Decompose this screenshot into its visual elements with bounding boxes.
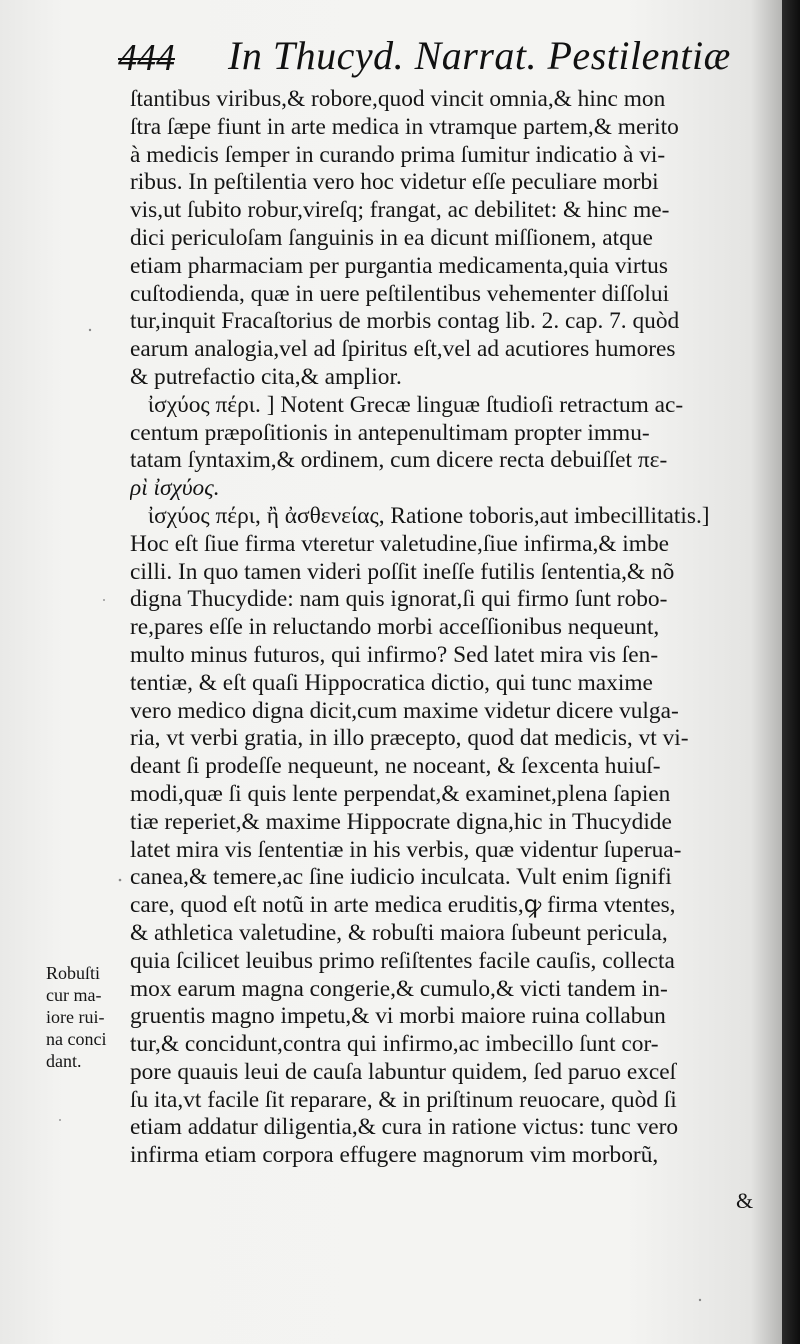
text-line: canea,& temere,ac ſine iudicio inculcata. Vult enim ſignifi [130, 864, 672, 891]
text-line: etiam pharmaciam per purgantia medicamenta,quia virtus [130, 252, 668, 279]
text-line: centum præpoſitionis in antepenultimam propter immu- [130, 419, 650, 446]
text-line: tur,inquit Fracaſtorius de morbis contag lib. 2. cap. 7. quòd [130, 308, 680, 335]
text-line: latet mira vis ſententiæ in his verbis, quæ videntur ſuperua- [130, 836, 682, 863]
text-line: pore quauis leui de cauſa labuntur quidem, ſed paruo exceſ [130, 1058, 677, 1085]
text-line: mox earum magna congerie,& cumulo,& victi tandem in- [130, 975, 668, 1002]
text-line: ἰσχύος πέρι, ἢ ἀσθενείας, Ratione toboris,aut imbecillitatis.] [147, 502, 710, 529]
text-line: deant ſi prodeſſe nequeunt, ne noceant, & ſexcenta huiuſ- [130, 753, 661, 780]
text-line: tur,& concidunt,contra qui infirmo,ac imbecillo ſunt cor- [130, 1031, 659, 1058]
margin-note-line: iore rui- [46, 1007, 105, 1027]
text-line: Hoc eſt ſiue firma vteretur valetudine,ſiue infirma,& imbe [130, 530, 670, 557]
margin-note-line: Robuſti [46, 963, 101, 983]
text-line: dici periculoſam ſanguinis in ea dicunt miſſionem, atque [130, 224, 653, 251]
page-edge-shadow [782, 0, 800, 1344]
text-line: & putrefactio cita,& amplior. [130, 363, 402, 390]
page-number: 444 [118, 37, 175, 79]
text-line: infirma etiam corpora effugere magnorum vim morborũ, [130, 1142, 659, 1169]
text-line: vis,ut ſubito robur,vireſq; frangat, ac debilitet: & hinc me- [130, 197, 670, 224]
text-line: gruentis magno impetu,& vi morbi maiore ruina collabun [130, 1003, 666, 1030]
text-line: re,pares eſſe in reluctando morbi acceſſionibus nequeunt, [130, 614, 660, 641]
text-line: ſtra ſæpe fiunt in arte medica in vtramque partem,& merito [130, 113, 679, 140]
text-line: tatam ſyntaxim,& ordinem, cum dicere recta debuiſſet πε- [130, 447, 668, 474]
text-line: à medicis ſemper in curando prima ſumitur indicatio à vi- [130, 141, 666, 168]
text-line: & athletica valetudine, & robuſti maiora ſubeunt pericula, [130, 919, 668, 946]
text-line: cilli. In quo tamen videri poſſit ineſſe futilis ſententia,& nõ [130, 558, 675, 585]
text-line: earum analogia,vel ad ſpiritus eſt,vel ad acutiores humores [130, 336, 676, 363]
text-line: tentiæ, & eſt quaſi Hippocratica dictio, qui tunc maxime [130, 669, 653, 696]
margin-note-line: cur ma- [46, 985, 102, 1005]
text-line: etiam addatur diligentia,& cura in ratione victus: tunc vero [130, 1114, 679, 1141]
text-line: multo minus futuros, qui infirmo? Sed latet mira vis ſen- [130, 641, 659, 668]
margin-note-line: na conci [46, 1029, 107, 1049]
text-line: cuſtodienda, quæ in uere peſtilentibus vehementer diſſolui [130, 280, 670, 307]
text-line: modi,quæ ſi quis lente perpendat,& examinet,plena ſapien [130, 780, 671, 807]
catchword: & [736, 1188, 754, 1213]
text-line: ſu ita,vt facile ſit reparare, & in priſtinum reuocare, quòd ſi [130, 1086, 677, 1113]
text-line: ἰσχύος πέρι. ] Notent Grecæ linguæ ſtudioſi retractum ac- [147, 391, 684, 418]
text-line: ribus. In peſtilentia vero hoc videtur eſſe peculiare morbi [130, 169, 659, 196]
text-line: quia ſcilicet leuibus primo reſiſtentes facile cauſis, collecta [130, 947, 675, 974]
text-line: ria, vt verbi gratia, in illo præcepto, quod dat medicis, vt vi- [130, 725, 689, 752]
text-line: tiæ reperiet,& maxime Hippocrate digna,hic in Thucydide [130, 808, 672, 835]
text-line: care, quod eſt notũ in arte medica eruditis,ꝙ firma vtentes, [130, 892, 676, 919]
text-line: ρὶ ἰσχύος. [130, 475, 220, 502]
text-line: digna Thucydide: nam quis ignorat,ſi qui firmo ſunt robo- [130, 586, 668, 613]
text-line: vero medico digna dicit,cum maxime videtur dicere vulga- [130, 697, 679, 724]
text-line: ſtantibus viribus,& robore,quod vincit omnia,& hinc mon [130, 86, 666, 112]
running-title: In Thucyd. Narrat. Pestilentiæ [228, 33, 731, 78]
margin-note-line: dant. [46, 1051, 82, 1071]
